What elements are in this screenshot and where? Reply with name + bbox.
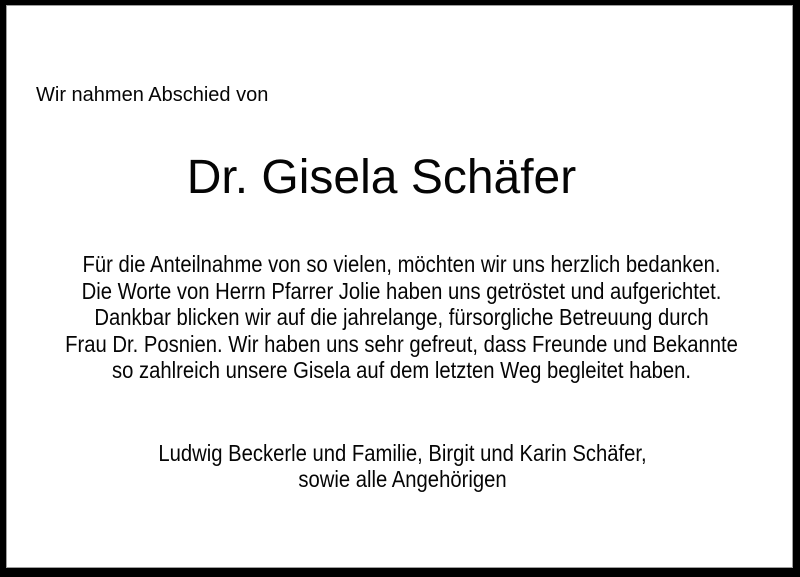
opening-line: Wir nahmen Abschied von <box>36 84 269 106</box>
condolence-line: Für die Anteilnahme von so vielen, möchten wir uns herzlich bedanken. <box>82 251 721 277</box>
deceased-name: Dr. Gisela Schäfer <box>186 151 577 204</box>
condolence-line: Frau Dr. Posnien. Wir haben uns sehr gefreut, dass Freunde und Bekannte <box>65 330 738 357</box>
obituary-card <box>6 5 793 568</box>
signature-line: Ludwig Beckerle und Familie, Birgit und Karin Schäfer, <box>158 440 647 466</box>
signature-block <box>57 440 748 492</box>
condolence-line: Dankbar blicken wir auf die jahrelange, fürsorgliche Betreuung durch <box>94 304 709 331</box>
condolence-line: Die Worte von Herrn Pfarrer Jolie haben uns getröstet und aufgerichtet. <box>81 277 722 304</box>
signature-line: sowie alle Angehörigen <box>298 466 507 492</box>
condolence-line: so zahlreich unsere Gisela auf dem letzten Weg begleitet haben. <box>111 357 692 384</box>
condolence-text <box>56 251 747 384</box>
